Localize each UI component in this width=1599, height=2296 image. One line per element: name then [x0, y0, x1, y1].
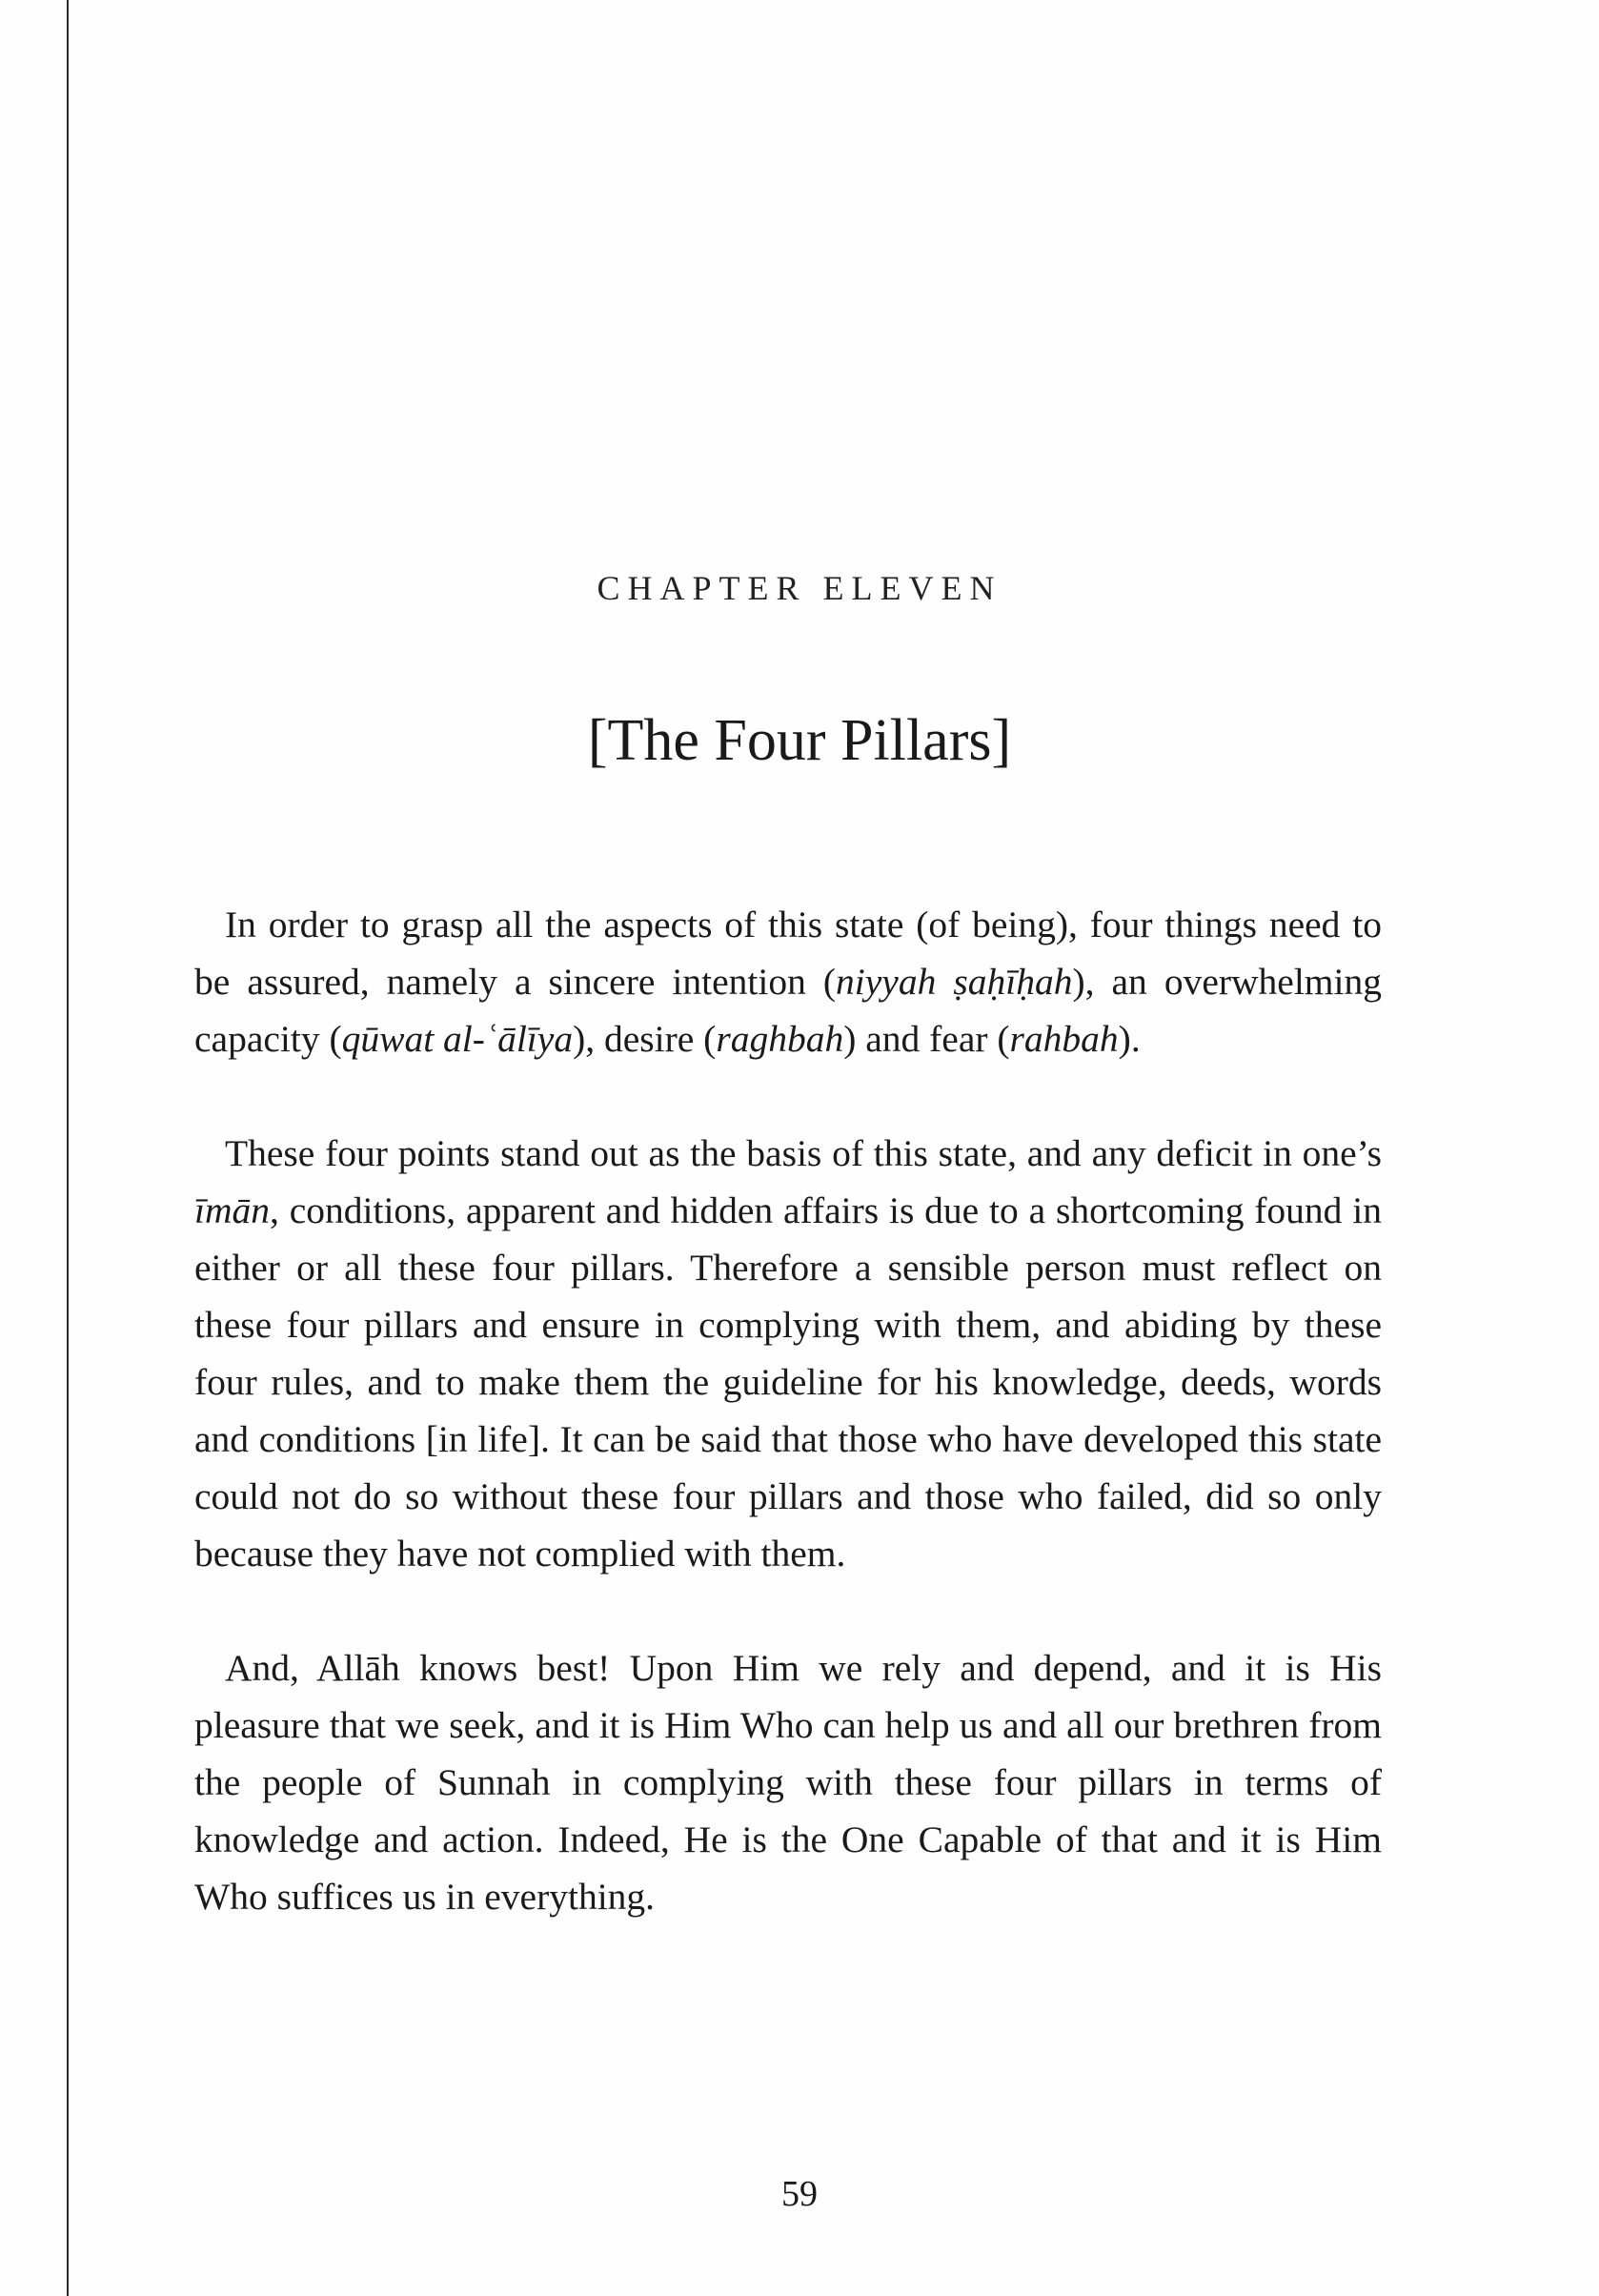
text-segment: ), an overwhelming capacity ( [194, 961, 1382, 1060]
italic-term: īmān [194, 1189, 270, 1231]
text-segment: These four points stand out as the basis of this state, and any deficit in one’s [225, 1132, 1382, 1174]
binding-edge-line [67, 0, 69, 2296]
paragraph-1 [194, 896, 1382, 1067]
text-segment: , conditions, apparent and hidden affairs is due to a shortcoming found in either or all these four pillars. Therefore a sensible person must reflect on these four pillars and ensure in complying with them, and abiding by these four rules, and to make them the guideline for his knowledge, deeds, words and conditions [in life]. It can be said that those who have developed this state could not do so without these four pillars and those who failed, did so only because they have not complied with them. [194, 1189, 1382, 1575]
italic-term: raghbah [716, 1018, 844, 1060]
text-segment: ), desire ( [573, 1018, 717, 1060]
chapter-label: CHAPTER ELEVEN [597, 569, 1002, 607]
italic-term: qūwat al-ʿālīya [341, 1018, 574, 1060]
paragraph-2 [194, 1125, 1382, 1582]
chapter-title: [The Four Pillars] [587, 708, 1012, 773]
italic-term: rahbah [1009, 1018, 1119, 1060]
text-segment: ). [1118, 1018, 1141, 1060]
text-segment: ) and fear ( [843, 1018, 1010, 1060]
paragraph-3 [194, 1639, 1382, 1925]
italic-term: niyyah ṣaḥīḥah [836, 961, 1073, 1003]
page-number: 59 [781, 2174, 818, 2214]
text-segment: And, Allāh knows best! Upon Him we rely and depend, and it is His pleasure that we seek, and it is Him Who can help us and all our brethren from the people of Sunnah in complying with these four pillars in terms of knowledge and action. Indeed, He is the One Capable of that and it is Him Who suffices us in everything. [194, 1647, 1382, 1918]
text-segment: In order to grasp all the aspects of this state (of being), four things need to be assured, namely a sincere intention ( [194, 904, 1382, 1003]
body-text [194, 896, 1382, 1982]
